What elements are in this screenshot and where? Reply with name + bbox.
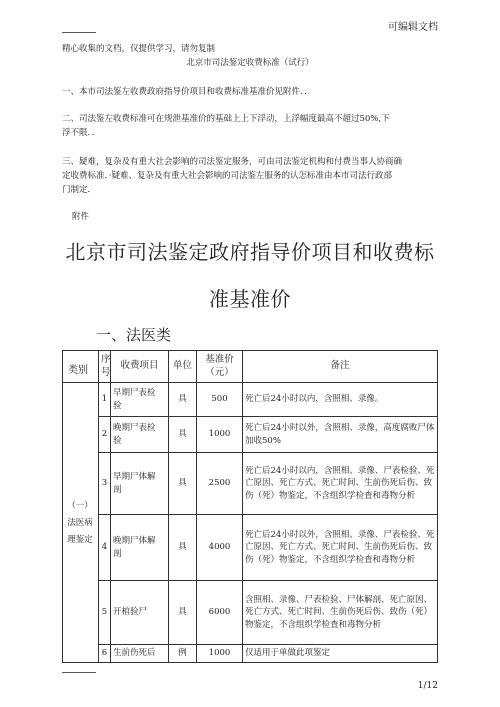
row-item: 开棺验尸 xyxy=(111,581,169,645)
row-note: 死亡后24小时以外，含照相、录像，高度腐败尸体加收50% xyxy=(243,417,438,453)
paragraph-1: 一、本市司法鉴左收费政府指导价项目和收费标准基准价见附件．． xyxy=(62,87,313,97)
table-row xyxy=(99,581,438,645)
row-seq: 5 xyxy=(99,581,111,645)
row-item: 晚期尸体解 剖 xyxy=(111,515,169,581)
row-item: 生前伤死后 xyxy=(111,645,169,663)
row-note: 死亡后24小时以内，含照相、录像。 xyxy=(243,383,438,417)
header-unit: 单位 xyxy=(169,351,197,383)
document-title-line-2: 准基准价 xyxy=(209,287,291,311)
row-item: 晚期尸表检 验 xyxy=(111,417,169,453)
header-item: 收费项目 xyxy=(111,351,169,383)
table-row xyxy=(99,453,438,515)
header-notice: 精心收集的文档，仅提供学习，请勿复制 xyxy=(62,44,216,54)
table-row xyxy=(99,515,438,581)
row-unit: 具 xyxy=(169,383,197,417)
header-right-label: 可编辑文档 xyxy=(388,22,438,33)
row-price: 1000 xyxy=(197,645,243,663)
row-price: 4000 xyxy=(197,515,243,581)
category-header: 类别 xyxy=(68,365,88,376)
page-number: 1/12 xyxy=(417,681,438,691)
document-title-line-1: 北京市司法鉴定政府指导价项目和收费标 xyxy=(65,240,435,264)
fee-table xyxy=(98,350,438,663)
table-row xyxy=(99,383,438,417)
bottom-rule xyxy=(62,672,96,673)
row-seq: 3 xyxy=(99,453,111,515)
paragraph-3-line-2: 定收费标准．·疑难、复杂及有重大社会影响的司法鉴左服务的认怎标准由本市司法行政部 xyxy=(62,171,392,181)
paragraph-3-line-3: 门制定． xyxy=(62,185,97,195)
row-note: 死亡后24小时以外，含照相、录像、尸表检验、死亡原因、死亡方式、死亡时间、生前伤死后伤、致伤（死）物鉴定，不含组织学检査和毒物分析 xyxy=(243,515,438,581)
paragraph-2-line-1: 二、司法鉴左收费标准可在规泄基准价的基础上上下浮动，上浮幅度最高不超过50%,下 xyxy=(62,114,390,124)
paragraph-3-line-1: 三、疑难，复杂及有重大社会影响的司法鉴定服务，可由司法鉴定机构和付费当事人协商确 xyxy=(62,157,403,167)
attachment-label: 附件 xyxy=(72,212,90,222)
row-unit: 具 xyxy=(169,453,197,515)
row-price: 1000 xyxy=(197,417,243,453)
top-rule xyxy=(62,32,96,33)
row-note: 含照相、录像、尸表检验、尸体解剖、死亡原因、死亡方式、死亡时间、生前伤死后伤、致伤（死）物鉴定，不含组织学检査和毒物分析 xyxy=(243,581,438,645)
header-note: 备注 xyxy=(243,351,438,383)
category-group-label-line-3: 理鉴定 xyxy=(67,535,93,545)
paragraph-2-line-2: 浮不限．． xyxy=(62,128,101,138)
row-price: 2500 xyxy=(197,453,243,515)
header-seq: 序号 xyxy=(99,351,111,383)
row-seq: 4 xyxy=(99,515,111,581)
category-column-border xyxy=(62,350,98,663)
table-row xyxy=(99,417,438,453)
row-note: 仅适用于单做此项鉴定 xyxy=(243,645,438,663)
section-heading: 一、法医类 xyxy=(96,326,172,344)
table-row xyxy=(99,645,438,663)
row-unit: 具 xyxy=(169,515,197,581)
table-header-row xyxy=(99,351,438,383)
row-price: 500 xyxy=(197,383,243,417)
row-unit: 例 xyxy=(169,645,197,663)
category-group-label-line-2: 法医病 xyxy=(67,518,93,528)
category-header-divider xyxy=(62,382,98,383)
row-note: 死亡后24小时以内，含照相、录像、尸表检验、死亡原因、死亡方式、死亡时间、生前伤死后伤、致伤（死）物鉴定，不含组织学检査和毒物分析 xyxy=(243,453,438,515)
row-seq: 1 xyxy=(99,383,111,417)
row-seq: 2 xyxy=(99,417,111,453)
row-item: 早期尸表检 验 xyxy=(111,383,169,417)
header-price: 基准价（元） xyxy=(197,351,243,383)
row-price: 6000 xyxy=(197,581,243,645)
header-subtitle: 北京市司法鉴定收费标准（试行） xyxy=(186,58,314,68)
row-item: 早期尸体解 剖 xyxy=(111,453,169,515)
row-seq: 6 xyxy=(99,645,111,663)
category-group-label-line-1: （一） xyxy=(67,501,93,511)
row-unit: 具 xyxy=(169,581,197,645)
row-unit: 具 xyxy=(169,417,197,453)
